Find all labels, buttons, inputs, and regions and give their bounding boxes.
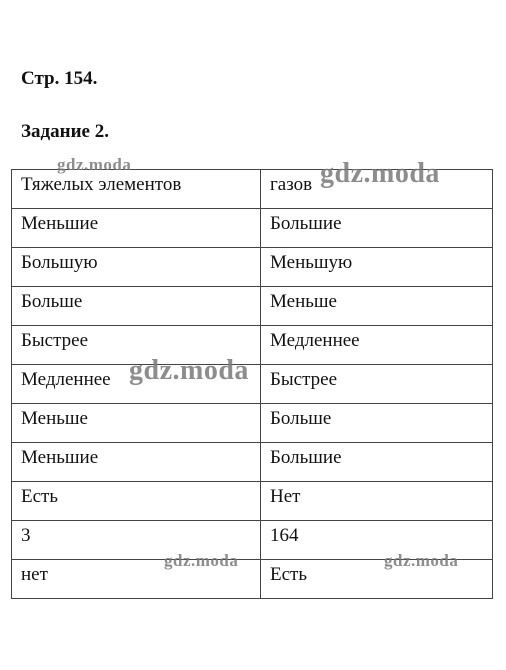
table-cell: Меньшие [12,209,261,248]
table-cell: Быстрее [261,365,493,404]
task-heading: Задание 2. [21,121,109,142]
table-row [12,326,493,365]
table-cell: Большие [261,443,493,482]
table-cell: Большие [261,209,493,248]
watermark: gdz.moda [57,155,132,174]
table-cell: Есть [12,482,261,521]
table-cell: Нет [261,482,493,521]
table-cell: Медленнее [12,365,261,404]
table-cell: 3 [12,521,261,560]
table-cell: Меньше [261,287,493,326]
table-row [12,248,493,287]
table-cell: Быстрее [12,326,261,365]
table-row [12,365,493,404]
watermark: gdz.moda [384,551,459,570]
table-row [12,482,493,521]
table-row [12,170,493,209]
table-cell: нет [12,560,261,599]
table-cell: Больше [12,287,261,326]
table-cell: газов [261,170,493,209]
table-cell: Тяжелых элементов [12,170,261,209]
table-cell: Есть [261,560,493,599]
table-cell: Больше [261,404,493,443]
watermark: gdz.moda [129,355,249,386]
answers-table [11,169,493,599]
watermark: gdz.moda [164,551,239,570]
table-cell: Медленнее [261,326,493,365]
table-cell: Меньше [12,404,261,443]
watermark: gdz.moda [320,158,440,189]
table-cell: Большую [12,248,261,287]
table-row [12,560,493,599]
table-row [12,443,493,482]
table-cell: Меньшие [12,443,261,482]
table-row [12,287,493,326]
table-row [12,521,493,560]
page-heading: Стр. 154. [21,68,98,89]
table-row [12,404,493,443]
table-cell: Меньшую [261,248,493,287]
table-cell: 164 [261,521,493,560]
table-row [12,209,493,248]
